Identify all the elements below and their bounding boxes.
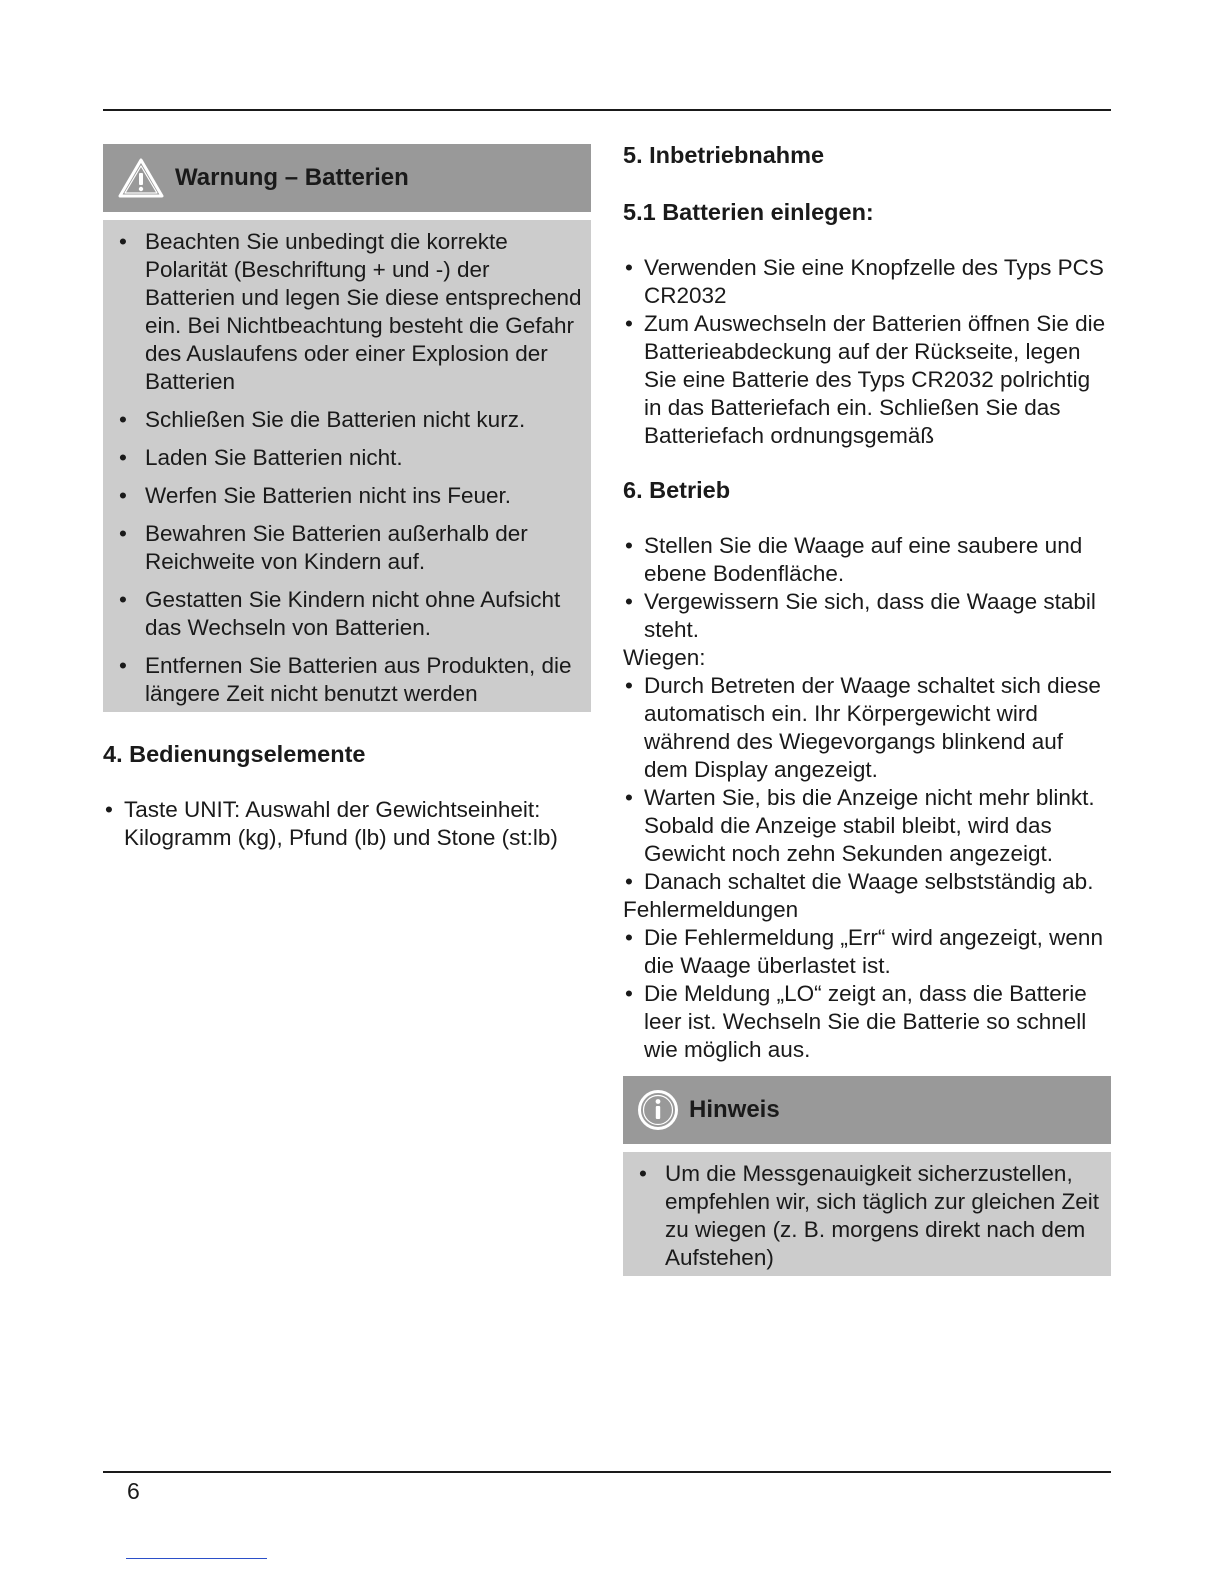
note-box xyxy=(623,1076,1111,1276)
warning-title: Warnung – Batterien xyxy=(175,164,409,191)
list-item: • Stellen Sie die Waage auf eine saubere und ebene Bodenfläche. xyxy=(623,532,1111,588)
section6-heading: 6. Betrieb xyxy=(623,477,731,503)
warning-item: • Laden Sie Batterien nicht. xyxy=(103,444,591,472)
weighing-label: Wiegen: xyxy=(623,645,706,670)
list-item: • Die Meldung „LO“ zeigt an, dass die Batterie leer ist. Wechseln Sie die Batterie so schnell wie möglich aus. xyxy=(623,980,1111,1064)
section5-list xyxy=(623,254,1111,450)
list-item: • Verwenden Sie eine Knopfzelle des Typs PCS CR2032 xyxy=(623,254,1111,310)
list-item: • Die Fehlermeldung „Err“ wird angezeigt, wenn die Waage überlastet ist. xyxy=(623,924,1111,980)
warning-item: • Entfernen Sie Batterien aus Produkten, die längere Zeit nicht benutzt werden xyxy=(103,652,591,708)
errors-label: Fehlermeldungen xyxy=(623,897,799,922)
note-title: Hinweis xyxy=(689,1096,780,1123)
list-item: • Taste UNIT: Auswahl der Gewichtseinheit: Kilogramm (kg), Pfund (lb) und Stone (st:lb) xyxy=(103,796,591,852)
warning-item: • Schließen Sie die Batterien nicht kurz. xyxy=(103,406,591,434)
section4-heading: 4. Bedienungselemente xyxy=(103,741,366,767)
note-item: • Um die Messgenauigkeit sicherzustellen, empfehlen wir, sich täglich zur gleichen Zeit zu wiegen (z. B. morgens direkt nach dem Aufstehen) xyxy=(623,1160,1111,1272)
warning-triangle-icon xyxy=(117,157,165,199)
warning-item: • Beachten Sie unbedingt die korrekte Polarität (Beschriftung + und -) der Batterien und legen Sie diese entsprechend ein. Bei Nichtbeachtung besteht die Gefahr des Auslaufens oder einer Explosion der Batterien xyxy=(103,228,591,396)
warning-item: • Bewahren Sie Batterien außerhalb der Reichweite von Kindern auf. xyxy=(103,520,591,576)
list-item: • Zum Auswechseln der Batterien öffnen Sie die Batterieabdeckung auf der Rückseite, legen Sie eine Batterie des Typs CR2032 polrichtig in das Batteriefach ein. Schließen Sie das Batteriefach ordnungsgemäß xyxy=(623,310,1111,450)
section4-list xyxy=(103,796,591,852)
top-rule xyxy=(103,109,1111,111)
note-header xyxy=(623,1076,1111,1144)
list-item: • Danach schaltet die Waage selbstständig ab. xyxy=(623,868,1111,896)
page-number: 6 xyxy=(127,1478,140,1504)
footer-underline xyxy=(126,1558,267,1559)
list-item: • Vergewissern Sie sich, dass die Waage stabil steht. xyxy=(623,588,1111,644)
warning-item: • Gestatten Sie Kindern nicht ohne Aufsicht das Wechseln von Batterien. xyxy=(103,586,591,642)
bottom-rule xyxy=(103,1471,1111,1473)
right-column xyxy=(623,144,1111,1276)
note-body xyxy=(623,1152,1111,1276)
section5-subheading: 5.1 Batterien einlegen: xyxy=(623,199,874,225)
list-item: • Durch Betreten der Waage schaltet sich diese automatisch ein. Ihr Körpergewicht wird während des Wiegevorgangs blinkend auf dem Display angezeigt. xyxy=(623,672,1111,784)
warning-box xyxy=(103,144,591,712)
info-icon xyxy=(637,1089,679,1131)
list-item: • Warten Sie, bis die Anzeige nicht mehr blinkt. Sobald die Anzeige stabil bleibt, wird das Gewicht noch zehn Sekunden angezeigt. xyxy=(623,784,1111,868)
left-column xyxy=(103,144,591,852)
warning-header xyxy=(103,144,591,212)
section6-list-a xyxy=(623,532,1111,644)
warning-item: • Werfen Sie Batterien nicht ins Feuer. xyxy=(103,482,591,510)
section5-heading: 5. Inbetriebnahme xyxy=(623,142,825,168)
section6-list-b xyxy=(623,672,1111,896)
warning-body xyxy=(103,220,591,712)
section6-list-c xyxy=(623,924,1111,1064)
